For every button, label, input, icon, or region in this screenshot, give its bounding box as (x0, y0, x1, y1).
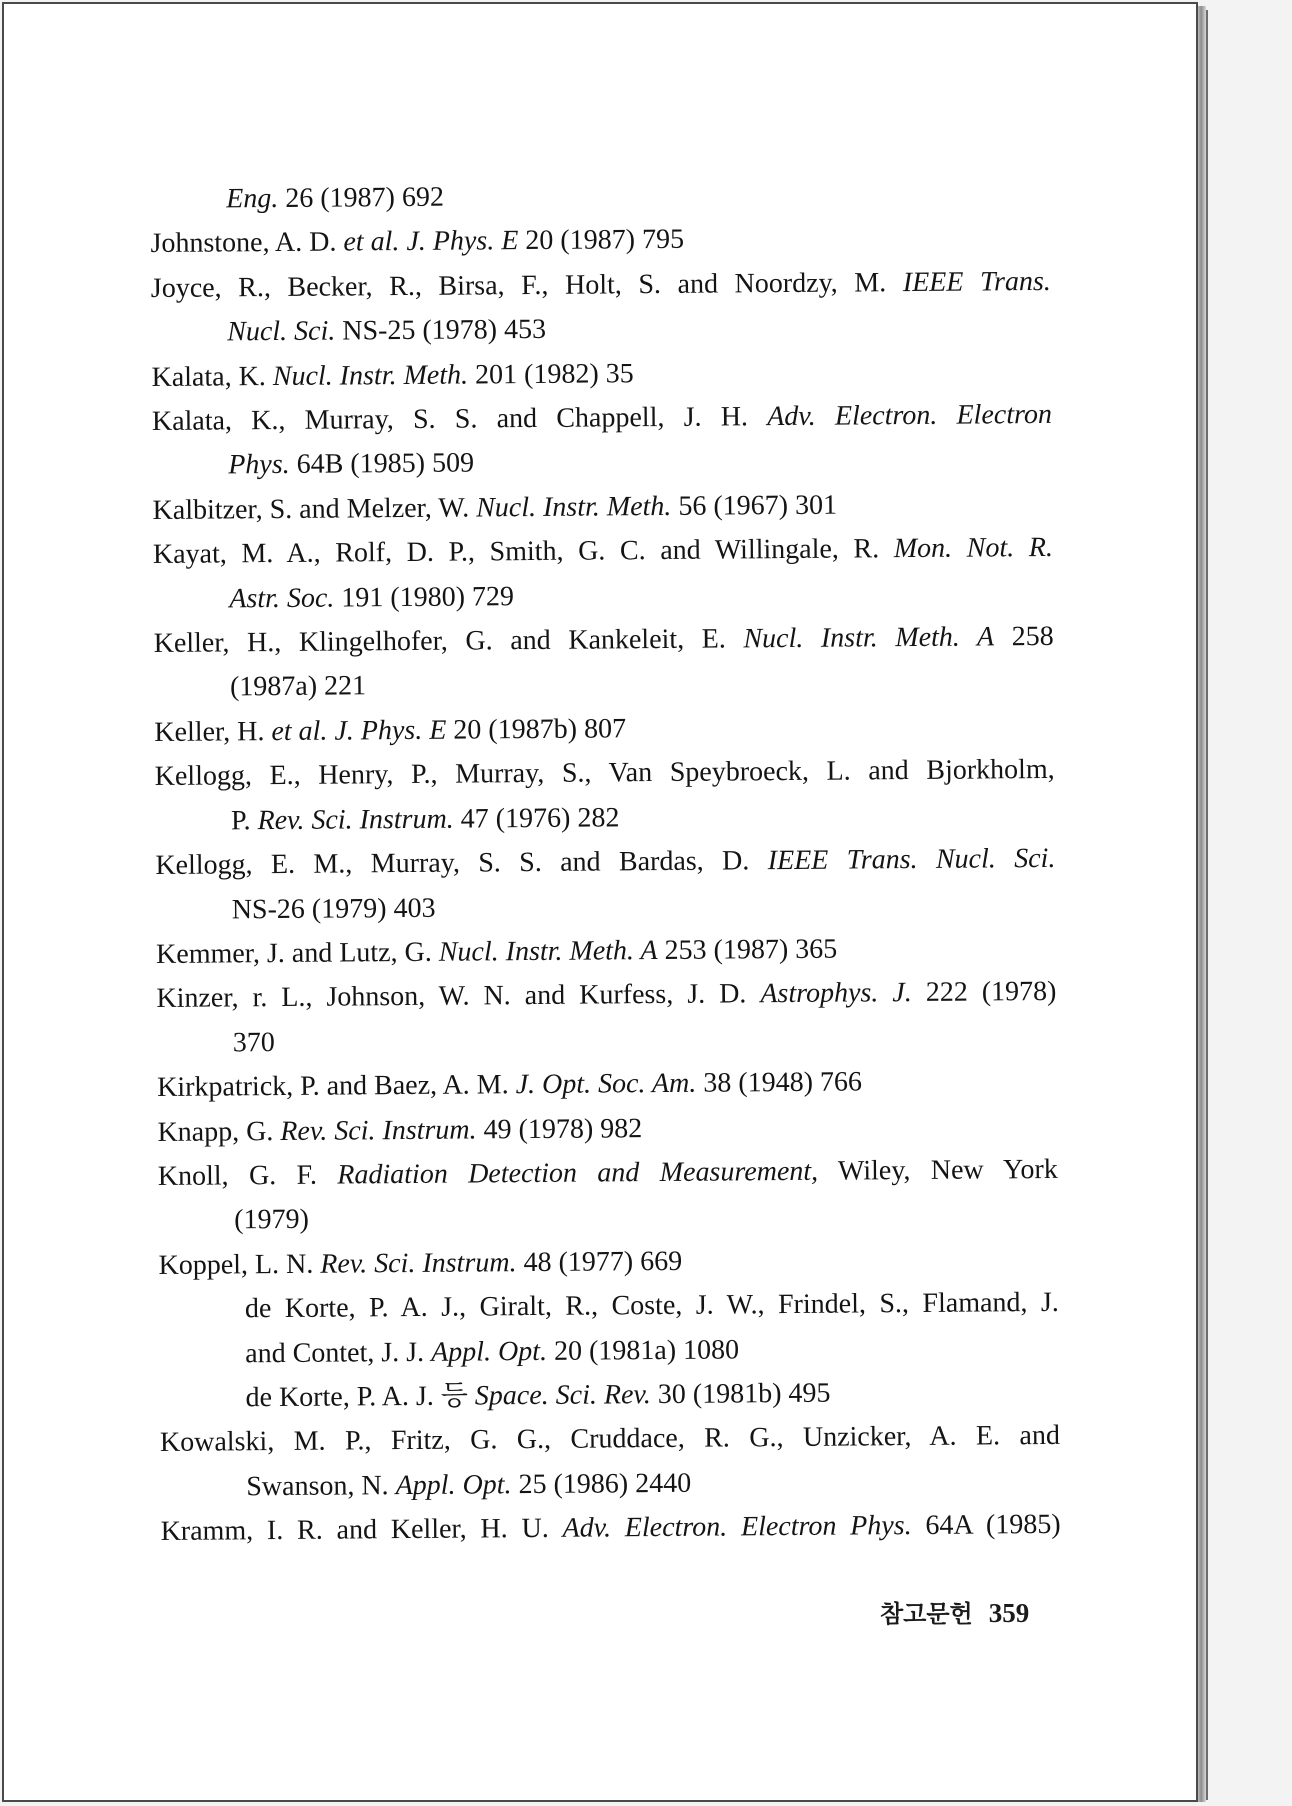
reference-text: (1979) (234, 1204, 309, 1236)
reference-text: 20 (1987) 795 (518, 224, 685, 257)
reference-text: Swanson, N. (246, 1469, 396, 1503)
reference-italic-text: Mon. Not. R. (893, 532, 1054, 565)
reference-italic-text: Adv. Electron. Electron (767, 398, 1053, 433)
reference-italic-text: Nucl. Instr. Meth. A (438, 934, 658, 968)
reference-text: 64B (1985) 509 (289, 447, 475, 481)
reference-text: Kowalski, M. P., Fritz, G. G., Cruddace, R. G., Unzicker, A. E. and (159, 1420, 1061, 1459)
reference-italic-text: Appl. Opt. (395, 1468, 512, 1501)
reference-text: Keller, H. (154, 715, 272, 748)
reference-text: 258 (993, 620, 1054, 653)
reference-text: NS-26 (1979) 403 (231, 892, 436, 925)
reference-line (157, 1015, 1057, 1066)
reference-line (155, 748, 1055, 799)
reference-line (156, 881, 1056, 932)
reference-text: Wiley, New York (817, 1153, 1058, 1187)
reference-italic-text: Appl. Opt. (430, 1335, 548, 1368)
page-edge-line (1206, 10, 1208, 1800)
reference-text: Koppel, L. N. (158, 1248, 321, 1281)
reference-text: NS-25 (1978) 453 (335, 314, 547, 347)
reference-line (152, 482, 1052, 533)
reference-line (153, 526, 1053, 577)
reference-text: Kellogg, E. M., Murray, S. S. and Bardas, D. (155, 845, 768, 882)
reference-text: 38 (1948) 766 (696, 1066, 863, 1099)
reference-line (153, 615, 1053, 666)
reference-line (160, 1459, 1060, 1510)
reference-line (154, 659, 1054, 710)
reference-text: 26 (1987) 692 (278, 181, 445, 214)
reference-italic-text: et al. J. Phys. E (343, 225, 519, 258)
reference-text: Kirkpatrick, P. and Baez, A. M. (157, 1069, 516, 1104)
reference-italic-text: Nucl. Instr. Meth. A (743, 621, 995, 655)
reference-line (150, 171, 1050, 222)
reference-text: Kalbitzer, S. and Melzer, W. (152, 492, 477, 526)
reference-line (158, 1148, 1058, 1199)
reference-text: Kellogg, E., Henry, P., Murray, S., Van Speybroeck, L. and Bjorkholm, (154, 754, 1055, 793)
reference-text: 48 (1977) 669 (516, 1245, 683, 1278)
reference-italic-text: Astr. Soc. (229, 582, 335, 615)
reference-italic-text: Astrophys. J. (760, 977, 912, 1010)
reference-line (152, 393, 1052, 444)
reference-italic-text: Nucl. Instr. Meth. (476, 490, 672, 524)
reference-text: de Korte, P. A. J., Giralt, R., Coste, J. W., Frindel, S., Flamand, J. (244, 1287, 1059, 1325)
reference-text: 47 (1976) 282 (453, 802, 620, 835)
reference-text: Kalata, K. (151, 360, 273, 393)
reference-text: 253 (1987) 365 (657, 933, 838, 966)
reference-line (150, 215, 1050, 266)
reference-italic-text: Phys. (228, 449, 290, 481)
reference-italic-text: Rev. Sci. Instrum. (280, 1113, 477, 1147)
reference-text: 30 (1981b) 495 (650, 1377, 831, 1411)
reference-line (160, 1414, 1060, 1465)
reference-text: Kramm, I. R. and Keller, H. U. (160, 1512, 563, 1548)
reference-line (159, 1370, 1059, 1421)
reference-text: de Korte, P. A. J. 등 (245, 1380, 475, 1414)
reference-text: 370 (232, 1026, 275, 1059)
reference-text: 64A (1985) (911, 1509, 1061, 1542)
section-label: 참고문헌 (880, 1600, 973, 1628)
reference-text: and Contet, J. J. (245, 1336, 432, 1369)
page-number: 359 (988, 1598, 1030, 1628)
reference-text: Joyce, R., Becker, R., Birsa, F., Holt, S. and Noordzy, M. (150, 266, 903, 304)
reference-text: 222 (1978) (911, 976, 1057, 1009)
reference-line (153, 571, 1053, 622)
page-edge-shadow (1198, 6, 1206, 1802)
reference-italic-text: Nucl. Sci. (227, 315, 336, 348)
reference-line (157, 1059, 1057, 1110)
reference-italic-text: J. Opt. Soc. Am. (515, 1067, 697, 1101)
reference-line (155, 793, 1055, 844)
reference-italic-text: Rev. Sci. Instrum. (320, 1246, 517, 1280)
reference-text: Kemmer, J. and Lutz, G. (155, 936, 439, 970)
reference-text: Kayat, M. A., Rolf, D. P., Smith, G. C. and Willingale, R. (152, 533, 894, 571)
reference-line (157, 1103, 1057, 1154)
reference-italic-text: IEEE Trans. Nucl. Sci. (767, 843, 1056, 877)
reference-italic-text: Adv. Electron. Electron Phys. (562, 1510, 912, 1544)
reference-text: 201 (1982) 35 (467, 357, 634, 391)
reference-text: 56 (1967) 301 (671, 489, 838, 522)
reference-text: 20 (1981a) 1080 (546, 1333, 740, 1367)
reference-text: 25 (1986) 2440 (511, 1467, 692, 1500)
reference-italic-text: Space. Sci. Rev. (474, 1379, 651, 1412)
reference-line (159, 1325, 1059, 1376)
reference-line (155, 837, 1055, 888)
reference-text: Kinzer, r. L., Johnson, W. N. and Kurfess, J. D. (156, 978, 761, 1015)
reference-text: Keller, H., Klingelhofer, G. and Kankeleit, E. (153, 623, 744, 660)
reference-line (158, 1192, 1058, 1243)
reference-text: P. (230, 804, 258, 837)
reference-italic-text: Nucl. Instr. Meth. (272, 359, 469, 392)
reference-text: (1987a) 221 (229, 670, 367, 703)
reference-line (156, 970, 1056, 1021)
reference-line (151, 304, 1051, 355)
reference-text: 20 (1987b) 807 (446, 713, 627, 746)
reference-text: 49 (1978) 982 (476, 1112, 643, 1145)
reference-line (160, 1503, 1060, 1554)
reference-text: 191 (1980) 729 (334, 580, 515, 614)
reference-list (150, 171, 1061, 1555)
reference-line (158, 1237, 1058, 1288)
page-footer (880, 1594, 1029, 1629)
reference-line (151, 260, 1051, 311)
reference-text: Knoll, G. F. (157, 1159, 338, 1192)
reference-italic-text: Rev. Sci. Instrum. (257, 803, 454, 836)
reference-line (154, 704, 1054, 755)
reference-line (152, 437, 1052, 488)
reference-text: Knapp, G. (157, 1115, 281, 1148)
reference-line (159, 1281, 1059, 1332)
reference-italic-text: Radiation Detection and Measurement, (337, 1155, 819, 1191)
reference-text: Kalata, K., Murray, S. S. and Chappell, J. H. (151, 401, 768, 438)
reference-italic-text: IEEE Trans. (902, 265, 1051, 298)
reference-line (156, 926, 1056, 977)
reference-italic-text: Eng. (226, 182, 279, 215)
reference-line (151, 349, 1051, 400)
reference-italic-text: et al. J. Phys. E (271, 714, 447, 747)
reference-text: Johnstone, A. D. (150, 226, 344, 260)
